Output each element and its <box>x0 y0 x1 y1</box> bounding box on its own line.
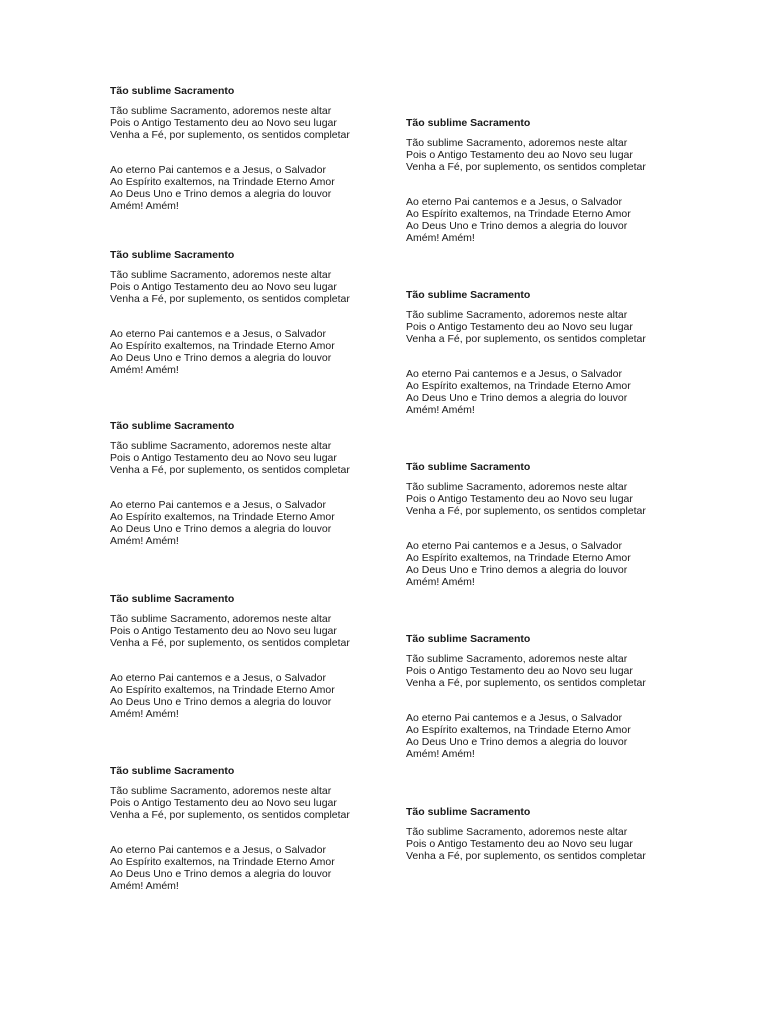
lyric-line: Ao Espírito exaltemos, na Trindade Eterno Amor <box>110 340 335 352</box>
lyric-line: Amém! Amém! <box>406 576 475 588</box>
lyric-line: Ao eterno Pai cantemos e a Jesus, o Salvador <box>406 540 622 552</box>
hymn-block <box>406 633 696 760</box>
lyric-line: Venha a Fé, por suplemento, os sentidos completar <box>110 293 350 305</box>
lyric-line: Tão sublime Sacramento, adoremos neste altar <box>406 309 628 321</box>
lyric-line: Ao Espírito exaltemos, na Trindade Eterno Amor <box>110 684 335 696</box>
hymn-block <box>110 593 400 720</box>
stanza <box>110 328 400 376</box>
hymn-title: Tão sublime Sacramento <box>110 593 235 605</box>
lyric-line: Ao Espírito exaltemos, na Trindade Eterno Amor <box>110 856 335 868</box>
stanza <box>406 481 696 517</box>
hymn-block <box>110 420 400 547</box>
lyric-line: Pois o Antigo Testamento deu ao Novo seu lugar <box>406 493 633 505</box>
hymn-title: Tão sublime Sacramento <box>406 633 531 645</box>
lyric-line: Ao Deus Uno e Trino demos a alegria do louvor <box>110 696 332 708</box>
stanza <box>110 613 400 649</box>
hymn-block <box>110 249 400 376</box>
hymn-block <box>406 461 696 588</box>
lyric-line: Amém! Amém! <box>406 404 475 416</box>
lyric-line: Ao Deus Uno e Trino demos a alegria do louvor <box>110 868 332 880</box>
hymn-title: Tão sublime Sacramento <box>110 420 235 432</box>
hymn-title: Tão sublime Sacramento <box>110 249 235 261</box>
lyric-line: Venha a Fé, por suplemento, os sentidos completar <box>406 161 646 173</box>
hymn-title: Tão sublime Sacramento <box>406 461 531 473</box>
lyric-line: Ao eterno Pai cantemos e a Jesus, o Salvador <box>110 164 326 176</box>
lyric-line: Ao Espírito exaltemos, na Trindade Eterno Amor <box>110 176 335 188</box>
lyric-line: Ao eterno Pai cantemos e a Jesus, o Salvador <box>110 499 326 511</box>
lyric-line: Pois o Antigo Testamento deu ao Novo seu lugar <box>110 452 337 464</box>
stanza <box>406 540 696 588</box>
lyric-line: Tão sublime Sacramento, adoremos neste altar <box>110 785 332 797</box>
stanza <box>406 712 696 760</box>
lyric-line: Amém! Amém! <box>110 880 179 892</box>
stanza <box>110 269 400 305</box>
lyric-line: Amém! Amém! <box>406 232 475 244</box>
lyric-line: Venha a Fé, por suplemento, os sentidos completar <box>110 637 350 649</box>
lyric-line: Venha a Fé, por suplemento, os sentidos completar <box>406 850 646 862</box>
stanza <box>406 368 696 416</box>
hymn-block <box>406 117 696 244</box>
stanza <box>110 499 400 547</box>
lyric-line: Venha a Fé, por suplemento, os sentidos completar <box>406 333 646 345</box>
stanza <box>406 137 696 173</box>
lyric-line: Ao eterno Pai cantemos e a Jesus, o Salvador <box>406 368 622 380</box>
lyric-line: Ao eterno Pai cantemos e a Jesus, o Salvador <box>110 672 326 684</box>
stanza <box>406 653 696 689</box>
lyric-line: Amém! Amém! <box>110 200 179 212</box>
stanza <box>406 826 696 862</box>
lyric-line: Ao Deus Uno e Trino demos a alegria do louvor <box>406 392 628 404</box>
lyric-line: Pois o Antigo Testamento deu ao Novo seu lugar <box>406 149 633 161</box>
lyric-line: Ao Deus Uno e Trino demos a alegria do louvor <box>406 220 628 232</box>
lyric-line: Pois o Antigo Testamento deu ao Novo seu lugar <box>406 838 633 850</box>
lyric-line: Tão sublime Sacramento, adoremos neste altar <box>110 440 332 452</box>
lyric-line: Venha a Fé, por suplemento, os sentidos completar <box>110 809 350 821</box>
stanza <box>406 309 696 345</box>
hymn-title: Tão sublime Sacramento <box>406 806 531 818</box>
lyric-line: Amém! Amém! <box>110 364 179 376</box>
hymn-block <box>406 806 696 885</box>
stanza <box>110 105 400 141</box>
stanza <box>406 196 696 244</box>
lyric-line: Ao Espírito exaltemos, na Trindade Eterno Amor <box>406 552 631 564</box>
stanza <box>110 440 400 476</box>
lyric-line: Amém! Amém! <box>110 535 179 547</box>
hymn-block <box>110 765 400 892</box>
hymn-title: Tão sublime Sacramento <box>110 765 235 777</box>
lyric-line: Ao Deus Uno e Trino demos a alegria do louvor <box>110 352 332 364</box>
lyric-line: Tão sublime Sacramento, adoremos neste altar <box>110 105 332 117</box>
lyric-line: Venha a Fé, por suplemento, os sentidos completar <box>110 464 350 476</box>
lyric-line: Ao Deus Uno e Trino demos a alegria do louvor <box>110 523 332 535</box>
lyric-line: Tão sublime Sacramento, adoremos neste altar <box>110 269 332 281</box>
lyric-line: Ao Deus Uno e Trino demos a alegria do louvor <box>406 564 628 576</box>
lyric-line: Ao eterno Pai cantemos e a Jesus, o Salvador <box>406 712 622 724</box>
lyric-line: Ao Deus Uno e Trino demos a alegria do louvor <box>406 736 628 748</box>
lyric-line: Ao Espírito exaltemos, na Trindade Eterno Amor <box>110 511 335 523</box>
lyric-line: Ao Espírito exaltemos, na Trindade Eterno Amor <box>406 380 631 392</box>
hymn-block <box>406 289 696 416</box>
lyric-line: Tão sublime Sacramento, adoremos neste altar <box>406 653 628 665</box>
hymn-title: Tão sublime Sacramento <box>406 117 531 129</box>
lyric-line: Tão sublime Sacramento, adoremos neste altar <box>406 826 628 838</box>
lyric-line: Ao eterno Pai cantemos e a Jesus, o Salvador <box>406 196 622 208</box>
lyric-line: Pois o Antigo Testamento deu ao Novo seu lugar <box>110 281 337 293</box>
hymn-title: Tão sublime Sacramento <box>110 85 235 97</box>
lyric-line: Pois o Antigo Testamento deu ao Novo seu lugar <box>406 665 633 677</box>
lyric-line: Amém! Amém! <box>110 708 179 720</box>
lyric-line: Ao Espírito exaltemos, na Trindade Eterno Amor <box>406 208 631 220</box>
lyric-line: Pois o Antigo Testamento deu ao Novo seu lugar <box>110 117 337 129</box>
lyric-line: Venha a Fé, por suplemento, os sentidos completar <box>406 677 646 689</box>
stanza <box>110 844 400 892</box>
stanza <box>110 672 400 720</box>
lyric-line: Pois o Antigo Testamento deu ao Novo seu lugar <box>110 625 337 637</box>
hymn-block <box>110 85 400 212</box>
lyric-line: Pois o Antigo Testamento deu ao Novo seu lugar <box>406 321 633 333</box>
lyric-line: Venha a Fé, por suplemento, os sentidos completar <box>110 129 350 141</box>
lyric-line: Ao Deus Uno e Trino demos a alegria do louvor <box>110 188 332 200</box>
stanza <box>110 785 400 821</box>
hymn-title: Tão sublime Sacramento <box>406 289 531 301</box>
lyric-line: Tão sublime Sacramento, adoremos neste altar <box>110 613 332 625</box>
lyric-line: Ao eterno Pai cantemos e a Jesus, o Salvador <box>110 844 326 856</box>
lyric-line: Ao Espírito exaltemos, na Trindade Eterno Amor <box>406 724 631 736</box>
lyric-line: Pois o Antigo Testamento deu ao Novo seu lugar <box>110 797 337 809</box>
stanza <box>110 164 400 212</box>
lyric-line: Tão sublime Sacramento, adoremos neste altar <box>406 481 628 493</box>
lyric-line: Amém! Amém! <box>406 748 475 760</box>
lyric-line: Ao eterno Pai cantemos e a Jesus, o Salvador <box>110 328 326 340</box>
lyric-line: Venha a Fé, por suplemento, os sentidos completar <box>406 505 646 517</box>
lyric-line: Tão sublime Sacramento, adoremos neste altar <box>406 137 628 149</box>
